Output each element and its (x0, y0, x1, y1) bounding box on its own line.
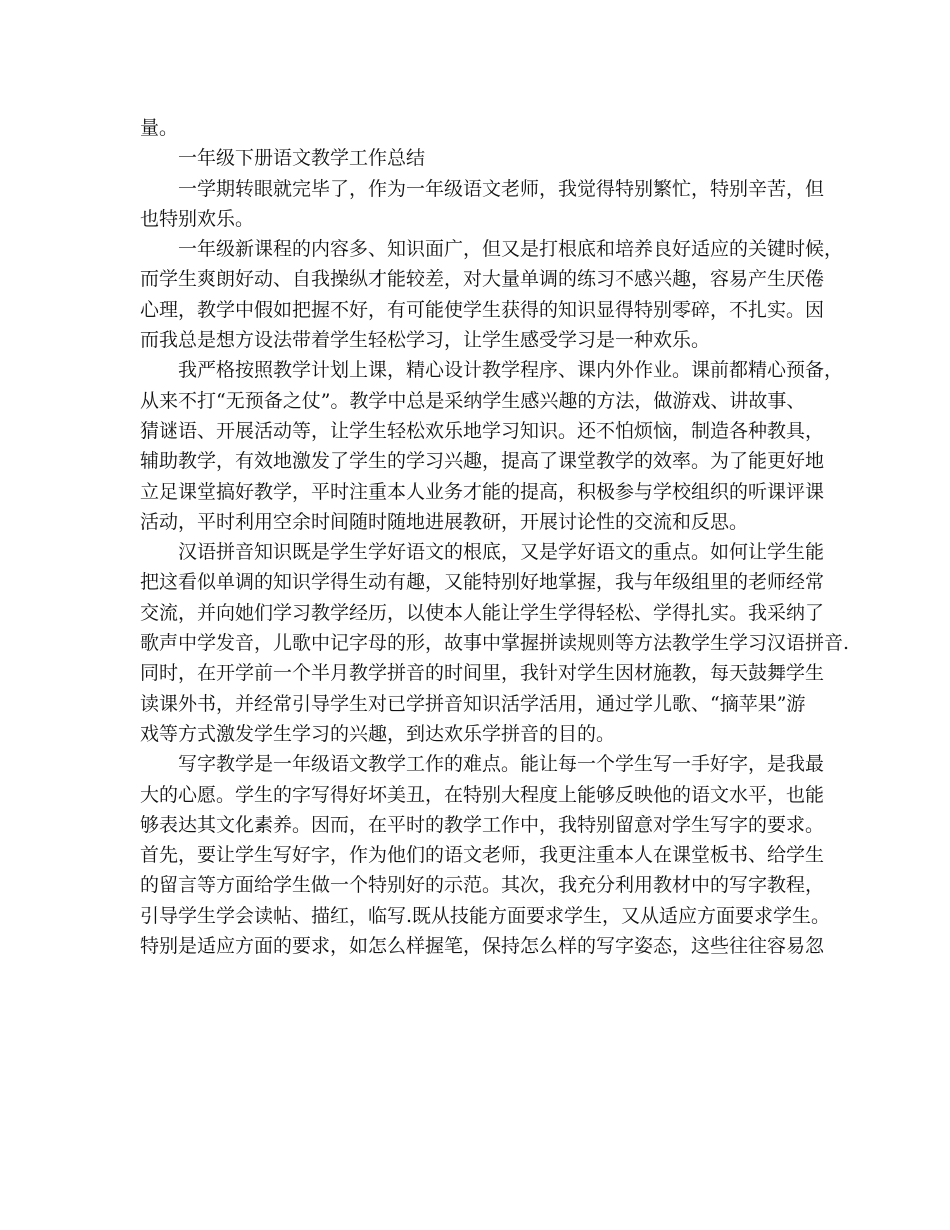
text-line: 引导学生学会读帖、描红，临写.既从技能方面要求学生，又从适应方面要求学生。 (140, 904, 831, 927)
text-line: 特别是适应方面的要求，如怎么样握笔，保持怎么样的写字姿态，这些往往容易忽 (140, 935, 825, 958)
text-line: 够表达其文化素养。因而，在平时的教学工作中，我特别留意对学生写字的要求。 (140, 813, 825, 836)
text-line: 首先，要让学生写好字，作为他们的语文老师，我更注重本人在课堂板书、给学生 (140, 844, 825, 867)
text-line: 一学期转眼就完毕了，作为一年级语文老师，我觉得特别繁忙，特别辛苦，但 (178, 177, 825, 200)
text-line: 活动，平时利用空余时间随时随地进展教研，开展讨论性的交流和反思。 (140, 510, 749, 533)
text-line: 大的心愿。学生的字写得好坏美丑，在特别大程度上能够反映他的语文水平，也能 (140, 783, 825, 806)
text-line: 我严格按照教学计划上课，精心设计教学程序、课内外作业。课前都精心预备， (178, 359, 844, 382)
text-line: 而学生爽朗好动、自我操纵才能较差，对大量单调的练习不感兴趣，容易产生厌倦 (140, 268, 825, 291)
text-line: 汉语拼音知识既是学生学好语文的根底，又是学好语文的重点。如何让学生能 (178, 541, 825, 564)
text-line: 读课外书，并经常引导学生对已学拼音知识活学活用，通过学儿歌、“摘苹果”游 (140, 692, 806, 715)
text-line: 的留言等方面给学生做一个特别好的示范。其次，我充分利用教材中的写字教程， (140, 874, 825, 897)
text-line: 戏等方式激发学生学习的兴趣，到达欢乐学拼音的目的。 (140, 722, 616, 745)
text-line: 也特别欢乐。 (140, 207, 255, 230)
text-line: 写字教学是一年级语文教学工作的难点。能让每一个学生写一手好字，是我最 (178, 753, 825, 776)
text-line: 从来不打“无预备之仗”。教学中总是采纳学生感兴趣的方法，做游戏、讲故事、 (140, 389, 806, 412)
text-line: 交流，并向她们学习教学经历，以使本人能让学生学得轻松、学得扎实。我采纳了 (140, 601, 825, 624)
text-line: 同时，在开学前一个半月教学拼音的时间里，我针对学生因材施教，每天鼓舞学生 (140, 662, 825, 685)
text-line: 把这看似单调的知识学得生动有趣，又能特别好地掌握，我与年级组里的老师经常 (140, 571, 825, 594)
text-line: 量。 (140, 117, 179, 139)
text-line: 立足课堂搞好教学，平时注重本人业务才能的提高，积极参与学校组织的听课评课 (140, 480, 825, 503)
text-line: 猜谜语、开展活动等，让学生轻松欢乐地学习知识。还不怕烦恼，制造各种教具， (140, 419, 825, 442)
text-line: 歌声中学发音，儿歌中记字母的形，故事中掌握拼读规则等方法教学生学习汉语拼音. (140, 632, 850, 655)
text-line: 一年级新课程的内容多、知识面广，但又是打根底和培养良好适应的关键时候， (178, 238, 844, 261)
text-line: 而我总是想方设法带着学生轻松学习，让学生感受学习是一种欢乐。 (140, 329, 711, 352)
text-line: 辅助教学，有效地激发了学生的学习兴趣，提高了课堂教学的效率。为了能更好地 (140, 450, 825, 473)
section-heading: 一年级下册语文教学工作总结 (178, 147, 426, 170)
document-body (140, 113, 850, 961)
text-line: 心理，教学中假如把握不好，有可能使学生获得的知识显得特别零碎，不扎实。因 (140, 298, 825, 321)
